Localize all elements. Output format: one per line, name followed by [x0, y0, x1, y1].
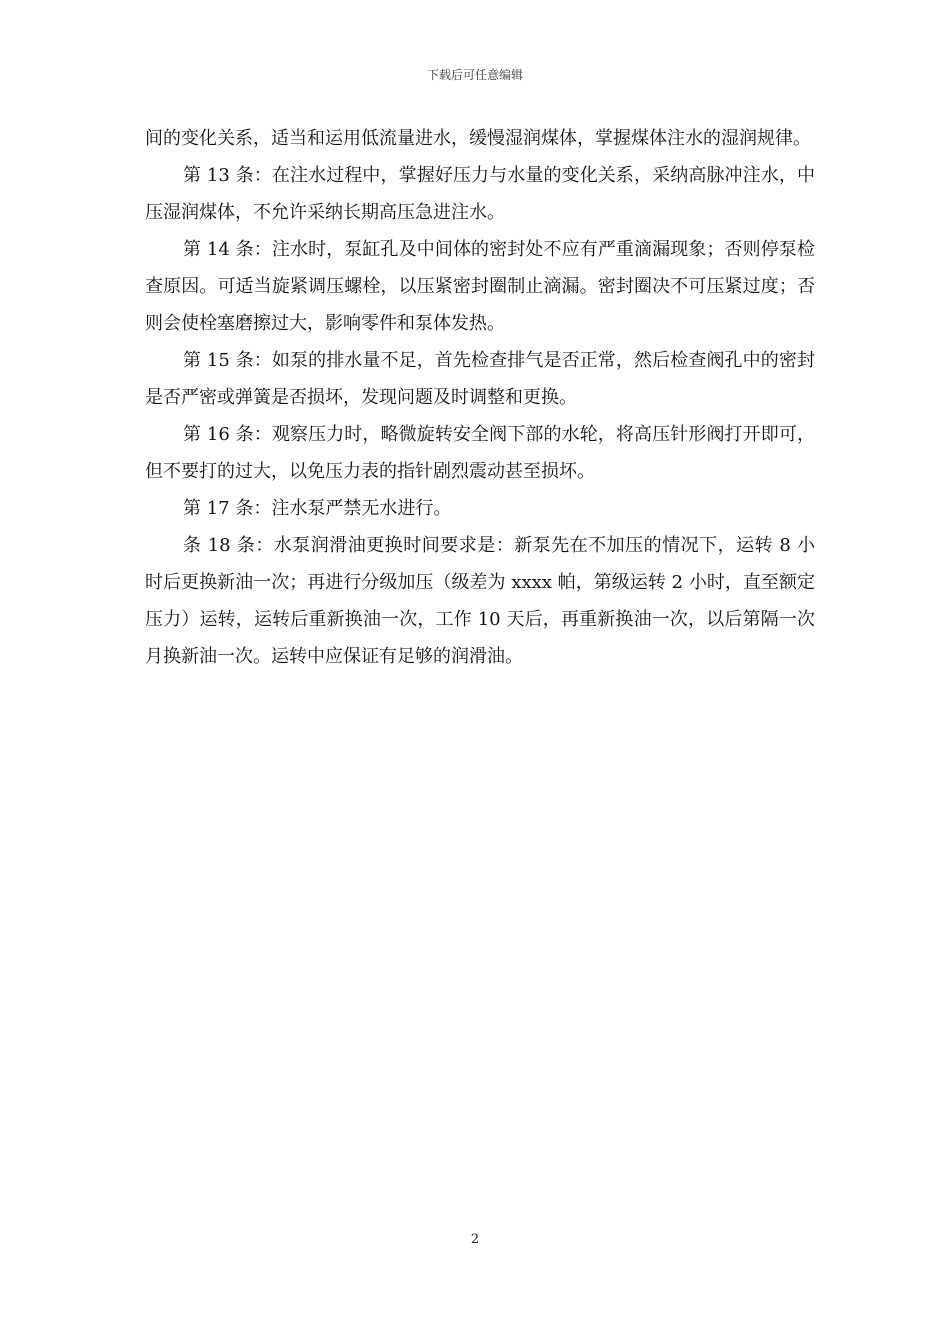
document-body — [145, 120, 815, 675]
paragraph-continuation: 间的变化关系，适当和运用低流量进水，缓慢湿润煤体，掌握煤体注水的湿润规律。 — [145, 128, 811, 149]
paragraph-article-18: 条 18 条：水泵润滑油更换时间要求是：新泵先在不加压的情况下，运转 8 小时后更换新油一次；再进行分级加压（级差为 xxxx 帕，第级运转 2 小时，直至额定压力）运转，运转后重新换油一次，工作 10 天后，再重新换油一次，以后第隔一次月换新油一次。运转中应保证有足够的润滑油。 — [145, 535, 815, 667]
paragraph-article-17: 第 17 条：注水泵严禁无水进行。 — [183, 498, 452, 519]
paragraph-article-15: 第 15 条：如泵的排水量不足，首先检查排气是否正常，然后检查阀孔中的密封是否严密或弹簧是否损坏，发现问题及时调整和更换。 — [145, 350, 815, 408]
paragraph-article-13: 第 13 条：在注水过程中，掌握好压力与水量的变化关系，采纳高脉冲注水，中压湿润煤体，不允许采纳长期高压急进注水。 — [145, 165, 815, 223]
page-header: 下载后可任意编辑 — [426, 68, 523, 82]
paragraph-article-14: 第 14 条：注水时，泵缸孔及中间体的密封处不应有严重滴漏现象；否则停泵检查原因。可适当旋紧调压螺栓，以压紧密封圈制止滴漏。密封圈决不可压紧过度；否则会使栓塞磨擦过大，影响零件和泵体发热。 — [145, 239, 815, 334]
paragraph-article-16: 第 16 条：观察压力时，略微旋转安全阀下部的水轮，将高压针形阀打开即可，但不要打的过大，以免压力表的指针剧烈震动甚至损坏。 — [145, 424, 815, 482]
page-number: 2 — [470, 1232, 480, 1247]
